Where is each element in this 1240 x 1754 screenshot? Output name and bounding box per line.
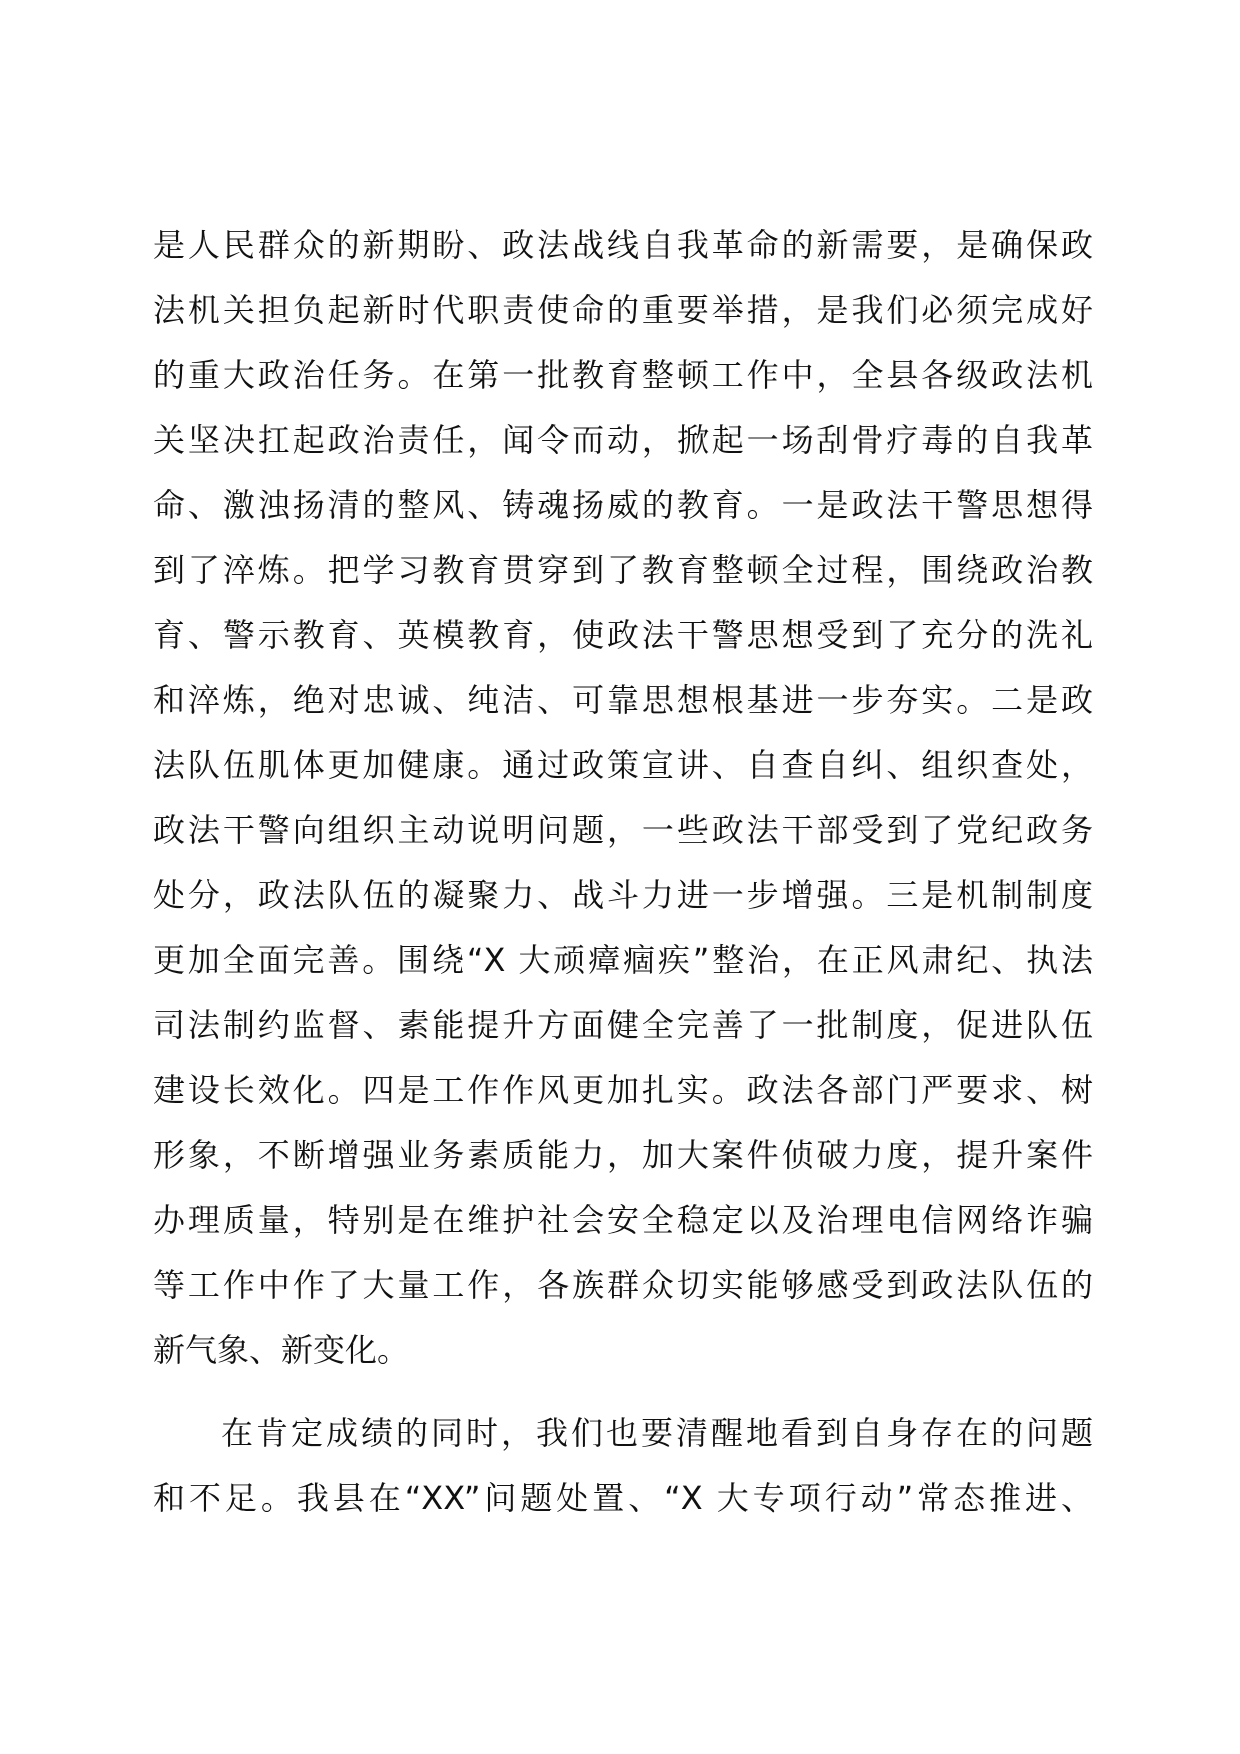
text-line: 法队伍肌体更加健康。通过政策宣讲、自查自纠、组织查处， [153,746,1093,784]
text-line: 到了淬炼。把学习教育贯穿到了教育整顿全过程，围绕政治教 [153,551,1093,589]
paragraph-2 [153,1401,1093,1531]
paragraph-1 [153,213,1093,1383]
text-line: 和淬炼，绝对忠诚、纯洁、可靠思想根基进一步夯实。二是政 [153,681,1093,719]
text-line: 新气象、新变化。 [153,1331,410,1369]
text-line: 处分，政法队伍的凝聚力、战斗力进一步增强。三是机制制度 [153,876,1093,914]
text-line: 形象，不断增强业务素质能力，加大案件侦破力度，提升案件 [153,1136,1093,1174]
text-line: 是人民群众的新期盼、政法战线自我革命的新需要，是确保政 [153,226,1093,264]
text-line: 的重大政治任务。在第一批教育整顿工作中，全县各级政法机 [153,356,1093,394]
text-line: 司法制约监督、素能提升方面健全完善了一批制度，促进队伍 [153,1006,1093,1044]
text-line: 关坚决扛起政治责任，闻令而动，掀起一场刮骨疗毒的自我革 [153,421,1093,459]
text-line: 更加全面完善。围绕“X 大顽瘴痼疾”整治，在正风肃纪、执法 [153,941,1093,979]
text-line: 和不足。我县在“XX”问题处置、“X 大专项行动”常态推进、 [153,1479,1093,1517]
text-line: 在肯定成绩的同时，我们也要清醒地看到自身存在的问题 [221,1414,1093,1452]
text-line: 等工作中作了大量工作，各族群众切实能够感受到政法队伍的 [153,1266,1093,1304]
text-line: 政法干警向组织主动说明问题，一些政法干部受到了党纪政务 [153,811,1093,849]
text-line: 办理质量，特别是在维护社会安全稳定以及治理电信网络诈骗 [153,1201,1093,1239]
text-line: 育、警示教育、英模教育，使政法干警思想受到了充分的洗礼 [153,616,1093,654]
text-line: 建设长效化。四是工作作风更加扎实。政法各部门严要求、树 [153,1071,1093,1109]
text-line: 命、激浊扬清的整风、铸魂扬威的教育。一是政法干警思想得 [153,486,1093,524]
text-line: 法机关担负起新时代职责使命的重要举措，是我们必须完成好 [153,291,1093,329]
